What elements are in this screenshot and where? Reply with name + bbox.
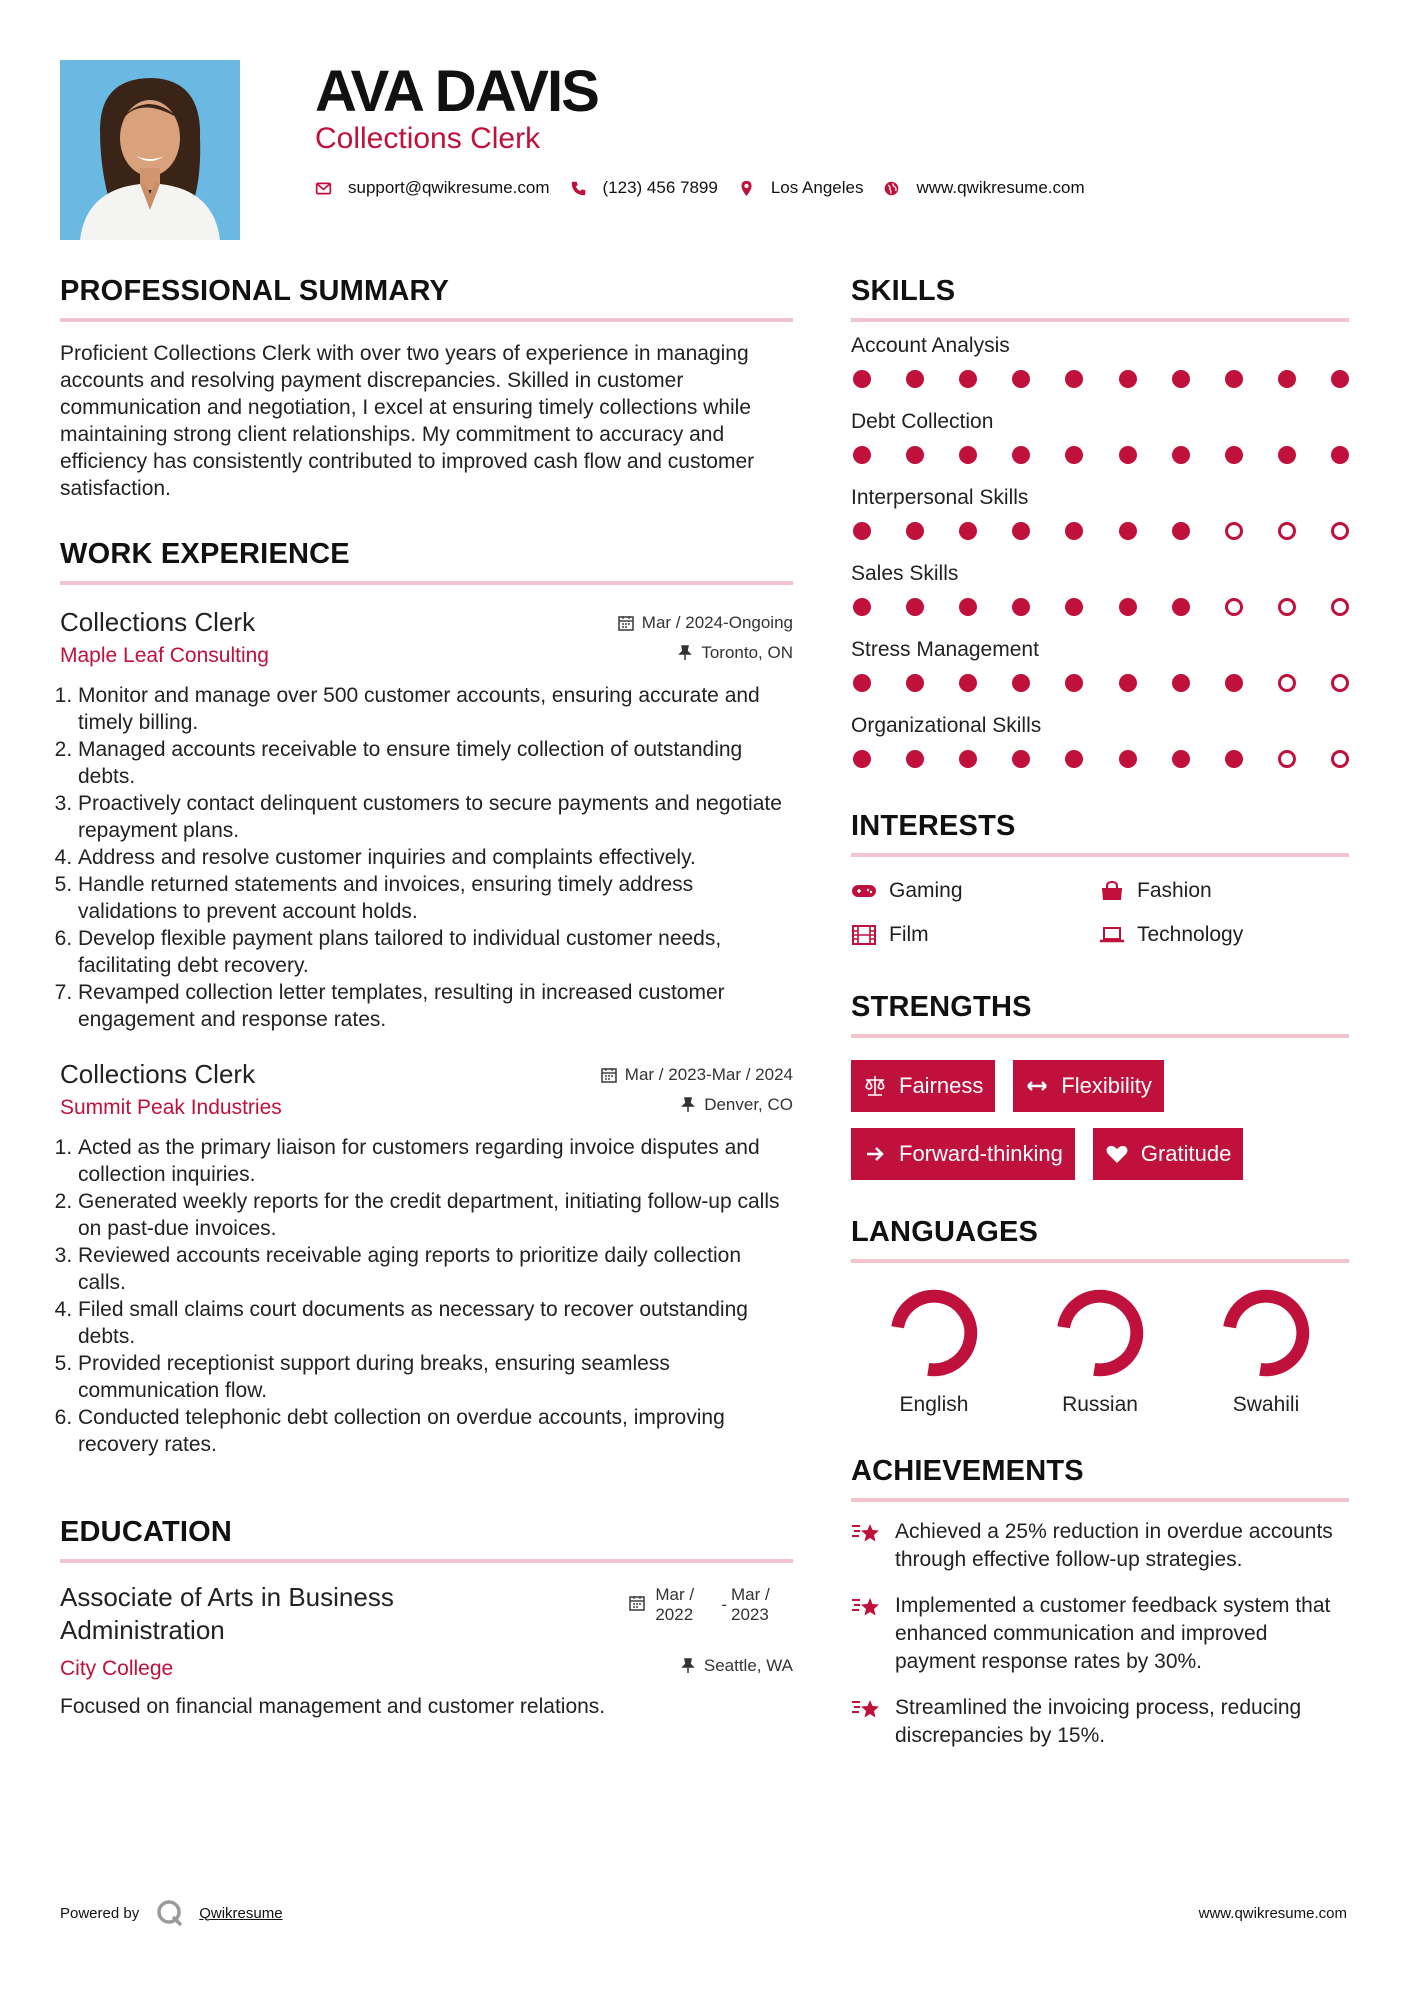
skill-rating bbox=[851, 598, 1349, 616]
strength-label: Fairness bbox=[899, 1073, 984, 1098]
rating-dot-filled bbox=[853, 674, 871, 692]
languages-title: LANGUAGES bbox=[851, 1216, 1349, 1263]
language-name: Russian bbox=[1062, 1393, 1138, 1416]
education-location bbox=[680, 1656, 793, 1676]
rating-dot-filled bbox=[1331, 370, 1349, 388]
languages-list bbox=[851, 1287, 1349, 1417]
summary-title: PROFESSIONAL SUMMARY bbox=[60, 275, 793, 322]
interests-title: INTERESTS bbox=[851, 810, 1349, 857]
achievement-text: Streamlined the invoicing process, reducing discrepancies by 15%. bbox=[895, 1696, 1302, 1747]
rating-dot-empty bbox=[1225, 522, 1243, 540]
skill-item bbox=[851, 410, 1349, 464]
job-location bbox=[680, 1095, 793, 1115]
rating-dot-filled bbox=[1012, 522, 1030, 540]
rating-dot-filled bbox=[1012, 598, 1030, 616]
languages-section bbox=[851, 1216, 1349, 1417]
rating-dot-empty bbox=[1225, 598, 1243, 616]
arrow-right-icon bbox=[863, 1142, 887, 1166]
job-bullet: 1. Monitor and manage over 500 customer accounts, ensuring accurate and timely billing. bbox=[78, 682, 793, 736]
job-company: Summit Peak Industries bbox=[60, 1096, 282, 1119]
right-column bbox=[851, 275, 1349, 1750]
rating-dot-filled bbox=[959, 598, 977, 616]
interest-item bbox=[851, 879, 1099, 903]
pushpin-icon bbox=[677, 645, 693, 661]
education-section bbox=[60, 1516, 793, 1720]
language-item bbox=[851, 1287, 1017, 1417]
interests-section bbox=[851, 810, 1349, 947]
rating-dot-filled bbox=[853, 446, 871, 464]
laptop-icon bbox=[1099, 925, 1125, 945]
rating-dot-filled bbox=[853, 750, 871, 768]
rating-dot-empty bbox=[1331, 674, 1349, 692]
contact-email[interactable] bbox=[315, 178, 550, 198]
rating-dot-filled bbox=[959, 446, 977, 464]
rating-dot-filled bbox=[1119, 446, 1137, 464]
rating-dot-filled bbox=[1331, 446, 1349, 464]
rating-dot-filled bbox=[853, 598, 871, 616]
rating-dot-filled bbox=[1278, 370, 1296, 388]
degree-title: Associate of Arts in Business Administration bbox=[60, 1582, 394, 1645]
rating-dot-filled bbox=[1119, 370, 1137, 388]
education-start-month: Mar / bbox=[655, 1585, 695, 1604]
achievements-section bbox=[851, 1455, 1349, 1750]
rating-dot-filled bbox=[1172, 522, 1190, 540]
candidate-role: Collections Clerk bbox=[315, 122, 541, 155]
rating-dot-filled bbox=[906, 446, 924, 464]
education-location-text: Seattle, WA bbox=[703, 1656, 793, 1675]
job-title: Collections Clerk bbox=[60, 1059, 256, 1089]
contact-phone[interactable] bbox=[570, 178, 718, 198]
skill-name: Stress Management bbox=[851, 638, 1039, 661]
education-start bbox=[655, 1585, 717, 1625]
rating-dot-filled bbox=[1065, 446, 1083, 464]
rating-dot-filled bbox=[1065, 750, 1083, 768]
contact-email-text: support@qwikresume.com bbox=[348, 178, 550, 197]
achievement-item bbox=[851, 1518, 1349, 1574]
powered-by-label: Powered by bbox=[60, 1904, 140, 1922]
contact-bar bbox=[315, 178, 1105, 198]
education-end-month: Mar / bbox=[731, 1585, 770, 1604]
job-bullet: 2. Managed accounts receivable to ensure timely collection of outstanding debts. bbox=[78, 736, 793, 790]
education-dates bbox=[629, 1585, 793, 1625]
skill-item bbox=[851, 638, 1349, 692]
language-name: English bbox=[899, 1393, 969, 1416]
education-end-year: 2023 bbox=[731, 1605, 769, 1624]
education-entry bbox=[60, 1581, 793, 1720]
rating-dot-filled bbox=[906, 370, 924, 388]
contact-phone-text: (123) 456 7899 bbox=[602, 178, 718, 197]
education-description: Focused on financial management and customer relations. bbox=[60, 1695, 606, 1718]
job-bullet: 7. Revamped collection letter templates, resulting in increased customer engagement and response rates. bbox=[78, 979, 793, 1033]
rating-dot-filled bbox=[906, 522, 924, 540]
achievement-text: Achieved a 25% reduction in overdue accounts through effective follow-up strategies. bbox=[895, 1520, 1333, 1571]
job-bullets bbox=[60, 1134, 793, 1458]
contact-location bbox=[738, 178, 864, 198]
strength-label: Flexibility bbox=[1061, 1073, 1152, 1098]
job-bullet: 4. Address and resolve customer inquiries and complaints effectively. bbox=[78, 844, 793, 871]
job-company: Maple Leaf Consulting bbox=[60, 644, 269, 667]
globe-icon bbox=[883, 180, 900, 197]
job-bullet: 3. Proactively contact delinquent customers to secure payments and negotiate repayment plans. bbox=[78, 790, 793, 844]
strength-tag bbox=[1093, 1128, 1244, 1180]
skills-list bbox=[851, 334, 1349, 768]
rating-dot-filled bbox=[959, 522, 977, 540]
interest-label: Technology bbox=[1137, 923, 1244, 946]
skill-name: Account Analysis bbox=[851, 334, 1010, 357]
rating-dot-filled bbox=[1065, 598, 1083, 616]
language-ring bbox=[888, 1287, 980, 1379]
skill-rating bbox=[851, 370, 1349, 388]
job-bullets bbox=[60, 682, 793, 1033]
rating-dot-filled bbox=[1065, 522, 1083, 540]
job-title: Collections Clerk bbox=[60, 607, 256, 637]
profile-photo-illustration bbox=[60, 60, 240, 240]
interest-label: Gaming bbox=[889, 879, 963, 902]
skill-rating bbox=[851, 674, 1349, 692]
job-dates bbox=[601, 1065, 793, 1085]
strength-label: Forward-thinking bbox=[899, 1141, 1063, 1166]
rating-dot-empty bbox=[1278, 522, 1296, 540]
rating-dot-filled bbox=[906, 674, 924, 692]
interest-item bbox=[1099, 879, 1347, 903]
shooting-star-icon bbox=[851, 1594, 883, 1622]
education-title: EDUCATION bbox=[60, 1516, 793, 1563]
job-bullet: 5. Provided receptionist support during breaks, ensuring seamless communication flow. bbox=[78, 1350, 793, 1404]
skill-item bbox=[851, 562, 1349, 616]
job-entry bbox=[60, 1059, 793, 1458]
qwikresume-logo-icon bbox=[155, 1898, 185, 1928]
job-entry bbox=[60, 607, 793, 1033]
contact-location-text: Los Angeles bbox=[770, 178, 864, 197]
experience-section bbox=[60, 538, 793, 1458]
rating-dot-filled bbox=[959, 750, 977, 768]
arrows-horizontal-icon bbox=[1025, 1074, 1049, 1098]
rating-dot-filled bbox=[1172, 598, 1190, 616]
job-dates-text: Mar / 2024-Ongoing bbox=[641, 612, 793, 632]
job-location-text: Denver, CO bbox=[704, 1095, 793, 1114]
rating-dot-filled bbox=[1172, 674, 1190, 692]
candidate-name: AVA DAVIS bbox=[315, 59, 598, 124]
rating-dot-filled bbox=[853, 522, 871, 540]
achievement-item bbox=[851, 1694, 1349, 1750]
rating-dot-filled bbox=[959, 674, 977, 692]
job-bullet: 4. Filed small claims court documents as necessary to recover outstanding debts. bbox=[78, 1296, 793, 1350]
pushpin-icon bbox=[680, 1097, 696, 1113]
calendar-icon bbox=[601, 1067, 617, 1083]
education-end bbox=[731, 1585, 793, 1625]
rating-dot-filled bbox=[906, 598, 924, 616]
education-date-separator: - bbox=[721, 1595, 727, 1614]
skill-item bbox=[851, 334, 1349, 388]
skills-title: SKILLS bbox=[851, 275, 1349, 322]
language-item bbox=[1017, 1287, 1183, 1417]
job-bullet: 6. Conducted telephonic debt collection on overdue accounts, improving recovery rates. bbox=[78, 1404, 793, 1458]
rating-dot-empty bbox=[1331, 750, 1349, 768]
rating-dot-filled bbox=[1119, 750, 1137, 768]
education-start-year: 2022 bbox=[655, 1605, 694, 1624]
skill-item bbox=[851, 486, 1349, 540]
rating-dot-filled bbox=[1225, 674, 1243, 692]
gamepad-icon bbox=[851, 881, 877, 901]
heart-icon bbox=[1105, 1142, 1129, 1166]
footer bbox=[60, 1898, 1347, 1928]
rating-dot-filled bbox=[1012, 674, 1030, 692]
interest-label: Film bbox=[889, 923, 929, 946]
rating-dot-filled bbox=[853, 370, 871, 388]
rating-dot-filled bbox=[906, 750, 924, 768]
envelope-icon bbox=[315, 180, 332, 197]
job-dates bbox=[618, 613, 793, 633]
school-name: City College bbox=[60, 1657, 174, 1680]
shopping-bag-icon bbox=[1099, 881, 1125, 901]
job-bullet: 3. Reviewed accounts receivable aging reports to prioritize daily collection calls. bbox=[78, 1242, 793, 1296]
summary-text: Proficient Collections Clerk with over two years of experience in managing accounts and resolving payment discrepancies. Skilled in customer communication and negotiation, I excel at ensuring timely collections while maintaining strong client relationships. My commitment to accuracy and efficiency has consistently contributed to improved cash flow and customer satisfaction. bbox=[60, 342, 755, 500]
map-pin-icon bbox=[738, 180, 755, 197]
footer-brand bbox=[60, 1898, 283, 1928]
profile-photo bbox=[60, 60, 240, 240]
rating-dot-filled bbox=[959, 370, 977, 388]
strength-label: Gratitude bbox=[1140, 1141, 1232, 1166]
strength-tag bbox=[851, 1128, 1075, 1180]
footer-url[interactable]: www.qwikresume.com bbox=[1198, 1904, 1347, 1922]
rating-dot-filled bbox=[1065, 370, 1083, 388]
job-dates-text: Mar / 2023-Mar / 2024 bbox=[624, 1064, 793, 1084]
rating-dot-filled bbox=[1225, 446, 1243, 464]
rating-dot-empty bbox=[1278, 598, 1296, 616]
rating-dot-filled bbox=[1012, 370, 1030, 388]
skill-name: Organizational Skills bbox=[851, 714, 1042, 737]
strength-tag bbox=[851, 1060, 995, 1112]
strengths-section bbox=[851, 991, 1349, 1180]
interests-list bbox=[851, 879, 1349, 947]
rating-dot-empty bbox=[1331, 598, 1349, 616]
achievement-text: Implemented a customer feedback system that enhanced communication and improved payment response rates by 30%. bbox=[895, 1594, 1331, 1673]
phone-icon bbox=[570, 180, 587, 197]
calendar-icon bbox=[629, 1595, 645, 1611]
brand-link[interactable]: Qwikresume bbox=[199, 1904, 283, 1922]
rating-dot-filled bbox=[1225, 750, 1243, 768]
rating-dot-empty bbox=[1278, 750, 1296, 768]
skill-rating bbox=[851, 446, 1349, 464]
shooting-star-icon bbox=[851, 1520, 883, 1548]
rating-dot-filled bbox=[1119, 674, 1137, 692]
rating-dot-filled bbox=[1172, 750, 1190, 768]
rating-dot-filled bbox=[1119, 522, 1137, 540]
job-bullet: 2. Generated weekly reports for the credit department, initiating follow-up calls on past-due invoices. bbox=[78, 1188, 793, 1242]
interest-item bbox=[851, 923, 1099, 947]
rating-dot-filled bbox=[1012, 446, 1030, 464]
rating-dot-filled bbox=[1065, 674, 1083, 692]
skill-name: Interpersonal Skills bbox=[851, 486, 1029, 509]
calendar-icon bbox=[618, 615, 634, 631]
experience-title: WORK EXPERIENCE bbox=[60, 538, 793, 585]
balance-scale-icon bbox=[863, 1074, 887, 1098]
job-bullet: 5. Handle returned statements and invoices, ensuring timely address validations to prevent account holds. bbox=[78, 871, 793, 925]
skill-rating bbox=[851, 522, 1349, 540]
rating-dot-filled bbox=[1172, 370, 1190, 388]
film-icon bbox=[851, 925, 877, 945]
language-name: Swahili bbox=[1232, 1393, 1300, 1416]
contact-website-text: www.qwikresume.com bbox=[916, 178, 1085, 197]
shooting-star-icon bbox=[851, 1696, 883, 1724]
job-bullet: 6. Develop flexible payment plans tailored to individual customer needs, facilitating debt recovery. bbox=[78, 925, 793, 979]
skill-rating bbox=[851, 750, 1349, 768]
interest-item bbox=[1099, 923, 1347, 947]
skill-item bbox=[851, 714, 1349, 768]
skills-section bbox=[851, 275, 1349, 768]
strength-tag bbox=[1013, 1060, 1163, 1112]
pushpin-icon bbox=[680, 1658, 696, 1674]
rating-dot-filled bbox=[1278, 446, 1296, 464]
achievement-item bbox=[851, 1592, 1349, 1676]
interest-label: Fashion bbox=[1137, 879, 1212, 902]
rating-dot-filled bbox=[1012, 750, 1030, 768]
left-column bbox=[60, 275, 793, 1720]
language-ring bbox=[1054, 1287, 1146, 1379]
rating-dot-filled bbox=[1225, 370, 1243, 388]
skill-name: Debt Collection bbox=[851, 410, 994, 433]
strengths-title: STRENGTHS bbox=[851, 991, 1349, 1038]
rating-dot-filled bbox=[1119, 598, 1137, 616]
rating-dot-empty bbox=[1278, 674, 1296, 692]
job-bullet: 1. Acted as the primary liaison for customers regarding invoice disputes and collection inquiries. bbox=[78, 1134, 793, 1188]
rating-dot-empty bbox=[1331, 522, 1349, 540]
job-location-text: Toronto, ON bbox=[701, 643, 793, 662]
achievements-title: ACHIEVEMENTS bbox=[851, 1455, 1349, 1502]
language-ring bbox=[1220, 1287, 1312, 1379]
job-location bbox=[677, 643, 793, 663]
contact-website[interactable] bbox=[883, 178, 1084, 198]
summary-section bbox=[60, 275, 793, 502]
rating-dot-filled bbox=[1172, 446, 1190, 464]
language-item bbox=[1183, 1287, 1349, 1417]
strengths-list bbox=[851, 1060, 1349, 1180]
skill-name: Sales Skills bbox=[851, 562, 959, 585]
